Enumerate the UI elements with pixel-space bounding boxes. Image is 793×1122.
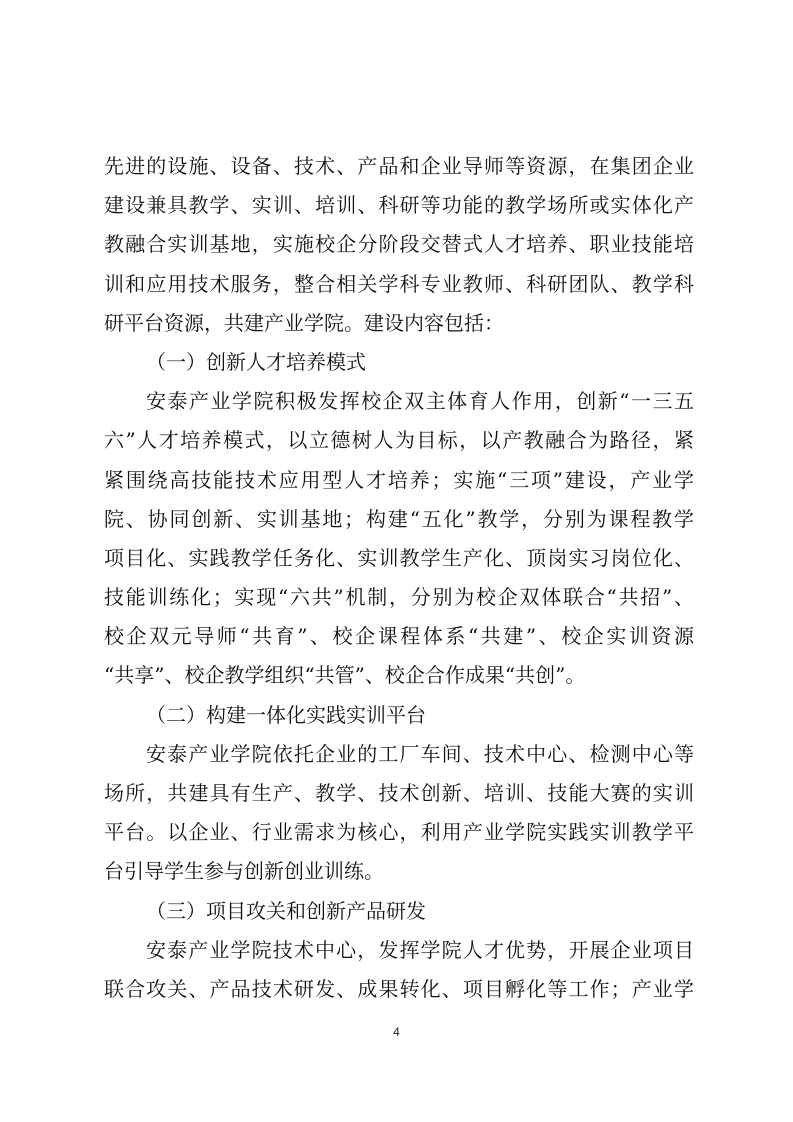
text-line: 台引导学生参与创新创业训练。: [104, 859, 384, 884]
text-line: 安泰产业学院依托企业的工厂车间、技术中心、检测中心等: [146, 741, 694, 766]
document-body: [104, 147, 694, 1009]
text-line: 训和应用技术服务，整合相关学科专业教师、科研团队、教学科: [104, 271, 694, 296]
text-line: 紧围绕高技能技术应用型人才培养；实施“三项”建设，产业学: [104, 467, 694, 492]
text-line: 六”人才培养模式，以立德树人为目标，以产教融合为路径，紧: [104, 428, 694, 453]
text-line: 校企双元导师“共育”、校企课程体系“共建”、校企实训资源: [104, 624, 694, 649]
section-heading: （三）项目攻关和创新产品研发: [146, 898, 426, 923]
text-line: 教融合实训基地，实施校企分阶段交替式人才培养、职业技能培: [104, 232, 694, 257]
text-line: 院、协同创新、实训基地；构建“五化”教学，分别为课程教学: [104, 506, 694, 531]
section-heading: （一）创新人才培养模式: [146, 349, 366, 374]
text-line: 先进的设施、设备、技术、产品和企业导师等资源，在集团企业: [104, 154, 694, 178]
text-line: 安泰产业学院积极发挥校企双主体育人作用，创新“一三五: [146, 389, 694, 414]
text-line: 研平台资源，共建产业学院。建设内容包括：: [104, 310, 504, 335]
text-line: 平台。以企业、行业需求为核心，利用产业学院实践实训教学平: [104, 820, 694, 845]
text-line: 技能训练化；实现“六共”机制，分别为校企双体联合“共招”、: [104, 585, 694, 610]
text-line: 安泰产业学院技术中心，发挥学院人才优势，开展企业项目: [146, 937, 694, 962]
text-line: 联合攻关、产品技术研发、成果转化、项目孵化等工作；产业学: [104, 976, 694, 1001]
text-line: 建设兼具教学、实训、培训、科研等功能的教学场所或实体化产: [104, 193, 694, 218]
page-number: 4: [393, 1025, 400, 1039]
text-line: 场所，共建具有生产、教学、技术创新、培训、技能大赛的实训: [104, 781, 694, 805]
section-heading: （二）构建一体化实践实训平台: [146, 702, 426, 727]
text-line: “共享”、校企教学组织“共管”、校企合作成果“共创”。: [104, 663, 586, 688]
text-line: 项目化、实践教学任务化、实训教学生产化、顶岗实习岗位化、: [104, 545, 694, 570]
